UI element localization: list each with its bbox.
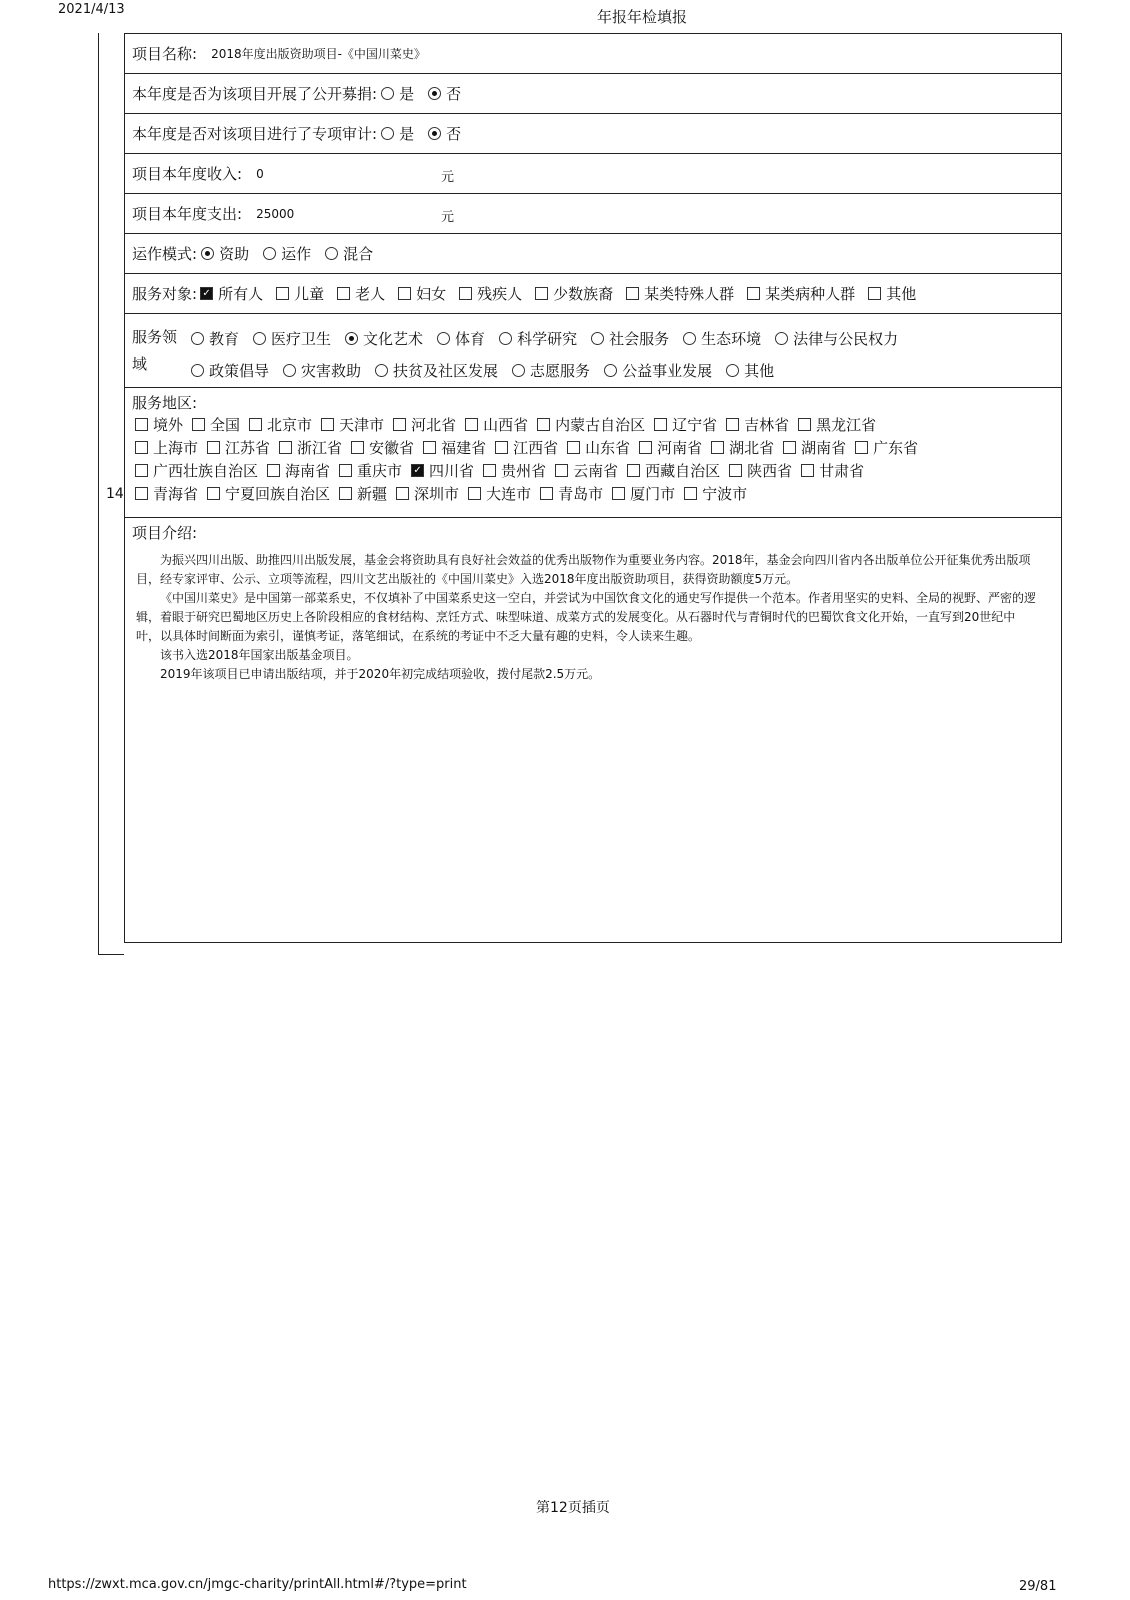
checkbox-icon: [627, 464, 640, 477]
checkbox-icon: [207, 487, 220, 500]
project-name-row: [125, 34, 1061, 74]
service-target-row: [125, 274, 1061, 314]
operation-mode-label: 运作模式:: [132, 245, 198, 263]
checkbox-icon: [393, 418, 406, 431]
service-target-option[interactable]: 儿童: [273, 283, 324, 304]
service-field-option[interactable]: 其他: [722, 360, 774, 381]
project-intro-label: 项目介绍:: [132, 524, 198, 542]
special-audit-option-no[interactable]: 否: [424, 123, 461, 144]
service-field-option[interactable]: 教育: [187, 328, 239, 349]
radio-selected-icon: [345, 332, 358, 345]
region-option[interactable]: 天津市: [318, 414, 384, 435]
service-field-option[interactable]: 科学研究: [495, 328, 577, 349]
page-count: 29/81: [1019, 1579, 1057, 1594]
operation-mode-option-grant[interactable]: 资助: [197, 243, 249, 264]
region-option[interactable]: 海南省: [264, 460, 330, 481]
service-field-option[interactable]: 体育: [433, 328, 485, 349]
checkbox-icon: [135, 441, 148, 454]
checkbox-icon: [855, 441, 868, 454]
checkbox-icon: [801, 464, 814, 477]
region-option[interactable]: 湖北省: [708, 437, 774, 458]
checkbox-icon: [555, 464, 568, 477]
checkbox-icon: [726, 418, 739, 431]
radio-icon: [253, 332, 266, 345]
operation-mode-row: [125, 234, 1061, 274]
checkbox-icon: [321, 418, 334, 431]
service-field-option[interactable]: 志愿服务: [508, 360, 590, 381]
checkbox-icon: [135, 487, 148, 500]
expense-unit: 元: [441, 210, 455, 225]
region-option[interactable]: 宁夏回族自治区: [204, 483, 330, 504]
region-option[interactable]: 青岛市: [537, 483, 603, 504]
checkbox-icon: [396, 487, 409, 500]
region-option[interactable]: 贵州省: [480, 460, 546, 481]
radio-icon: [381, 87, 394, 100]
region-option[interactable]: 内蒙古自治区: [534, 414, 645, 435]
region-option[interactable]: 安徽省: [348, 437, 414, 458]
service-target-option[interactable]: 老人: [334, 283, 385, 304]
radio-selected-icon: [428, 87, 441, 100]
checkbox-icon: [267, 464, 280, 477]
income-label: 项目本年度收入:: [132, 165, 243, 183]
intro-paragraph: 该书入选2018年国家出版基金项目。: [160, 648, 359, 662]
service-field-option[interactable]: 政策倡导: [187, 360, 269, 381]
radio-icon: [263, 247, 276, 260]
service-field-label: 服务领域: [132, 328, 178, 373]
radio-icon: [726, 364, 739, 377]
checkbox-icon: [729, 464, 742, 477]
service-target-option[interactable]: 某类病种人群: [744, 283, 855, 304]
region-option[interactable]: 青海省: [132, 483, 198, 504]
project-name-value: 2018年度出版资助项目-《中国川菜史》: [211, 47, 426, 61]
operation-mode-option-operate[interactable]: 运作: [259, 243, 311, 264]
service-target-option[interactable]: 妇女: [395, 283, 446, 304]
radio-icon: [283, 364, 296, 377]
checkbox-icon: [135, 418, 148, 431]
public-fundraising-option-no[interactable]: 否: [424, 83, 461, 104]
radio-selected-icon: [428, 127, 441, 140]
radio-icon: [191, 332, 204, 345]
checkbox-icon: [249, 418, 262, 431]
service-target-option[interactable]: 残疾人: [456, 283, 522, 304]
special-audit-option-yes[interactable]: 是: [377, 123, 414, 144]
project-intro-row: [125, 518, 1061, 942]
service-target-option[interactable]: 其他: [865, 283, 916, 304]
service-field-row: [125, 314, 1061, 388]
region-option[interactable]: 广东省: [852, 437, 918, 458]
project-form: [124, 33, 1062, 943]
checkbox-icon: [423, 441, 436, 454]
service-field-option[interactable]: 文化艺术: [341, 328, 423, 349]
project-name-label: 项目名称:: [132, 45, 198, 63]
public-fundraising-option-yes[interactable]: 是: [377, 83, 414, 104]
operation-mode-option-mixed[interactable]: 混合: [321, 243, 373, 264]
region-option[interactable]: 福建省: [420, 437, 486, 458]
region-option[interactable]: 新疆: [336, 483, 387, 504]
checkbox-icon: [540, 487, 553, 500]
checkbox-icon: [567, 441, 580, 454]
region-option[interactable]: 上海市: [132, 437, 198, 458]
region-option[interactable]: 陕西省: [726, 460, 792, 481]
expense-value: 25000: [256, 206, 295, 221]
region-option[interactable]: 吉林省: [723, 414, 789, 435]
checkbox-icon: [711, 441, 724, 454]
service-region-label: 服务地区:: [132, 394, 198, 412]
region-option[interactable]: 山东省: [564, 437, 630, 458]
radio-icon: [191, 364, 204, 377]
checkbox-icon: [459, 287, 472, 300]
checkbox-icon: [135, 464, 148, 477]
checkbox-icon: [468, 487, 481, 500]
service-field-option[interactable]: 灾害救助: [279, 360, 361, 381]
region-option[interactable]: 江西省: [492, 437, 558, 458]
service-region-row: [125, 388, 1061, 518]
print-url: https://zwxt.mca.gov.cn/jmgc-charity/printAll.html#/?type=print: [48, 1577, 467, 1592]
checkbox-icon: [684, 487, 697, 500]
checkbox-icon: [495, 441, 508, 454]
radio-icon: [381, 127, 394, 140]
region-option[interactable]: 河南省: [636, 437, 702, 458]
checkbox-icon: [626, 287, 639, 300]
region-option[interactable]: 境外: [132, 414, 183, 435]
region-option[interactable]: 深圳市: [393, 483, 459, 504]
intro-paragraph: 为振兴四川出版、助推四川出版发展，基金会将资助具有良好社会效益的优秀出版物作为重要业务内容。2018年，基金会向四川省内各出版单位公开征集优秀出版项目，经专家评审、公示、立项等流程，四川文艺出版社的《中国川菜史》入选2018年度出版资助项目，获得资助额度5万元。: [136, 553, 1031, 586]
region-option[interactable]: 宁波市: [681, 483, 747, 504]
public-fundraising-label: 本年度是否为该项目开展了公开募捐:: [132, 85, 378, 103]
checkbox-icon: [537, 418, 550, 431]
radio-icon: [775, 332, 788, 345]
radio-icon: [499, 332, 512, 345]
checkbox-icon: [747, 287, 760, 300]
intro-paragraph: 2019年该项目已申请出版结项，并于2020年初完成结项验收，拨付尾款2.5万元。: [160, 667, 601, 681]
expense-row: [125, 194, 1061, 234]
checkbox-icon: [276, 287, 289, 300]
region-option[interactable]: 重庆市: [336, 460, 402, 481]
region-option[interactable]: ✓ 四川省: [408, 460, 474, 481]
radio-selected-icon: [201, 247, 214, 260]
service-field-option[interactable]: 生态环境: [679, 328, 761, 349]
checkbox-checked-icon: ✓: [200, 287, 213, 300]
service-field-options: [187, 322, 1047, 386]
income-row: [125, 154, 1061, 194]
checkbox-icon: [398, 287, 411, 300]
checkbox-icon: [535, 287, 548, 300]
region-option[interactable]: 全国: [189, 414, 240, 435]
region-option[interactable]: 广西壮族自治区: [132, 460, 258, 481]
radio-icon: [604, 364, 617, 377]
income-unit: 元: [441, 170, 455, 185]
page-insert-label: 第12页插页: [536, 1500, 610, 1516]
expense-label: 项目本年度支出:: [132, 205, 243, 223]
checkbox-icon: [207, 441, 220, 454]
region-option[interactable]: 北京市: [246, 414, 312, 435]
radio-icon: [683, 332, 696, 345]
service-target-label: 服务对象:: [132, 285, 198, 303]
region-option[interactable]: 大连市: [465, 483, 531, 504]
service-field-option[interactable]: 社会服务: [587, 328, 669, 349]
checkbox-icon: [654, 418, 667, 431]
radio-icon: [325, 247, 338, 260]
radio-icon: [512, 364, 525, 377]
special-audit-label: 本年度是否对该项目进行了专项审计:: [132, 125, 378, 143]
region-option[interactable]: 甘肃省: [798, 460, 864, 481]
region-option[interactable]: 江苏省: [204, 437, 270, 458]
checkbox-icon: [868, 287, 881, 300]
region-option[interactable]: 河北省: [390, 414, 456, 435]
intro-paragraph: 《中国川菜史》是中国第一部菜系史，不仅填补了中国菜系史这一空白，并尝试为中国饮食文化的通史写作提供一个范本。作者用坚实的史料、全局的视野、严密的逻辑，着眼于研究巴蜀地区历史上各阶段相应的食材结构、烹饪方式、味型味道、成菜方式的发展变化。从石器时代与青铜时代的巴蜀饮食文化开始，一直写到20世纪中叶，以具体时间断面为索引，谨慎考证，落笔细试，在系统的考证中不乏大量有趣的史料，令人读来生趣。: [136, 591, 1037, 643]
region-option[interactable]: 黑龙江省: [795, 414, 876, 435]
region-option[interactable]: 浙江省: [276, 437, 342, 458]
checkbox-icon: [612, 487, 625, 500]
project-intro-text: [132, 543, 1061, 684]
print-date: 2021/4/13: [58, 2, 125, 17]
region-option[interactable]: 厦门市: [609, 483, 675, 504]
checkbox-icon: [639, 441, 652, 454]
service-target-option[interactable]: 少数族裔: [532, 283, 613, 304]
region-option[interactable]: 湖南省: [780, 437, 846, 458]
service-target-option[interactable]: 某类特殊人群: [623, 283, 734, 304]
service-field-option[interactable]: 医疗卫生: [249, 328, 331, 349]
row-number: 14: [106, 486, 124, 502]
page-title: 年报年检填报: [597, 8, 688, 26]
region-option[interactable]: 山西省: [462, 414, 528, 435]
region-option[interactable]: 辽宁省: [651, 414, 717, 435]
radio-icon: [437, 332, 450, 345]
checkbox-icon: [465, 418, 478, 431]
checkbox-checked-icon: ✓: [411, 464, 424, 477]
checkbox-icon: [339, 487, 352, 500]
service-field-option[interactable]: 公益事业发展: [600, 360, 712, 381]
checkbox-icon: [351, 441, 364, 454]
service-field-option[interactable]: 法律与公民权力: [771, 328, 898, 349]
region-option[interactable]: 西藏自治区: [624, 460, 720, 481]
radio-icon: [375, 364, 388, 377]
checkbox-icon: [337, 287, 350, 300]
checkbox-icon: [798, 418, 811, 431]
checkbox-icon: [279, 441, 292, 454]
radio-icon: [591, 332, 604, 345]
region-option[interactable]: 云南省: [552, 460, 618, 481]
public-fundraising-row: [125, 74, 1061, 114]
checkbox-icon: [339, 464, 352, 477]
checkbox-icon: [483, 464, 496, 477]
income-value: 0: [256, 166, 264, 181]
service-target-option[interactable]: ✓ 所有人: [197, 283, 263, 304]
checkbox-icon: [783, 441, 796, 454]
checkbox-icon: [192, 418, 205, 431]
special-audit-row: [125, 114, 1061, 154]
service-field-option[interactable]: 扶贫及社区发展: [371, 360, 498, 381]
